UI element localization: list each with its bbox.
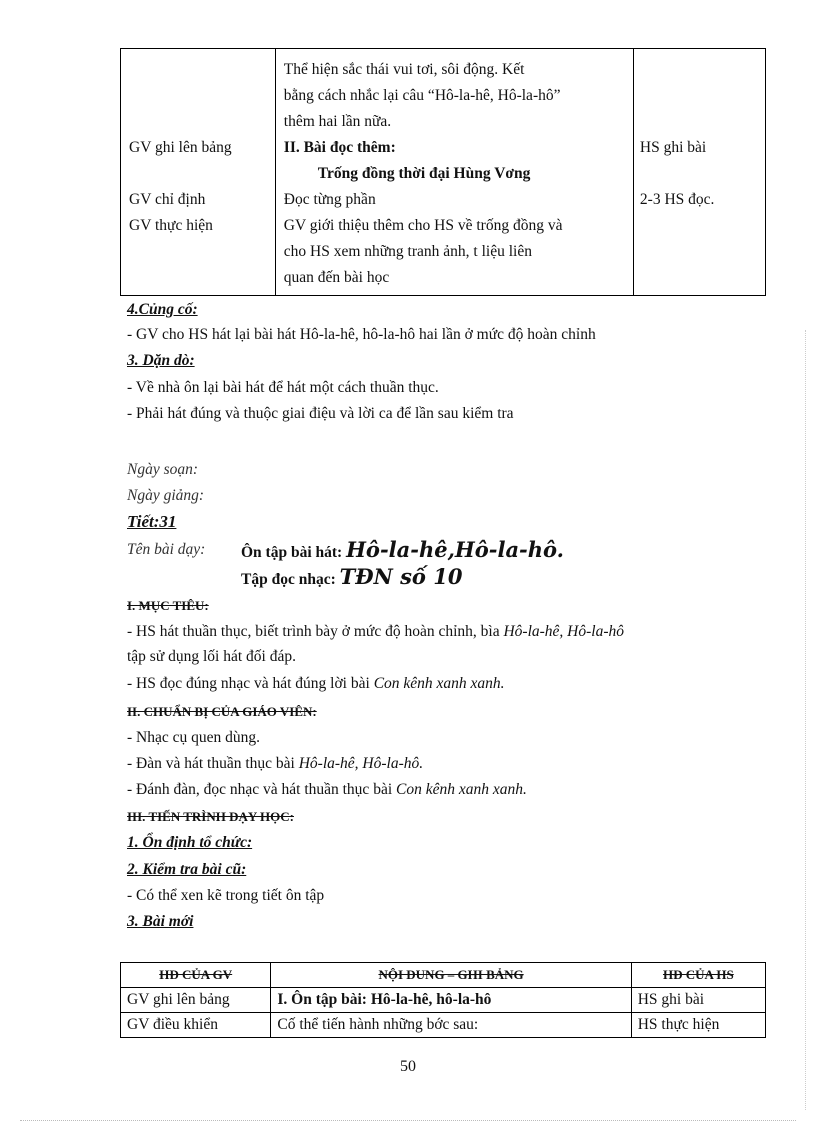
page-edge <box>20 1120 796 1121</box>
song-name: Hô-la-hê, Hô-la-hô <box>503 623 624 640</box>
teacher-activity-column <box>121 49 276 296</box>
muc-tieu-line: tập sử dụng lối hát đối đáp. <box>127 648 296 665</box>
on-tap-label: Ôn tập bài hát: <box>241 544 347 561</box>
cell: I. Ôn tập bài: Hô-la-hê, hô-la-hô <box>271 988 631 1013</box>
student-activity-column <box>633 49 765 296</box>
song-name: Hô-la-hê, Hô-la-hô. <box>298 755 424 772</box>
cung-co-line: - GV cho HS hát lại bài hát Hô-la-hê, hô-la-hô hai lần ở mức độ hoàn chỉnh <box>127 326 596 343</box>
cell <box>640 213 765 239</box>
cell: GV giới thiệu thêm cho HS về trống đồng và <box>283 217 563 234</box>
cell: thêm hai lần nữa. <box>283 113 392 130</box>
table-row <box>121 1013 766 1038</box>
tiet-number: Tiết:31 <box>127 512 177 531</box>
song-title: Hô-la-hê,Hô-la-hô. <box>346 537 564 562</box>
song-name: Con kênh xanh xanh. <box>396 781 527 798</box>
lesson-activity-table <box>120 962 766 1038</box>
cell: Đọc từng phần <box>283 191 376 208</box>
dan-do-heading: 3. Dặn dò: <box>127 352 195 369</box>
cell: Cố thể tiến hành những bớc sau: <box>271 1013 631 1038</box>
dan-do-line: - Về nhà ôn lại bài hát để hát một cách thuần thục. <box>127 379 439 396</box>
cell: quan đến bài học <box>283 269 390 286</box>
text: - Đánh đàn, đọc nhạc và hát thuần thục bài <box>127 781 397 798</box>
ngay-giang: Ngày giảng: <box>127 487 205 504</box>
cell: cho HS xem những tranh ảnh, t liệu liên <box>283 243 532 260</box>
page-edge-vertical <box>805 330 806 1110</box>
cell: HS thực hiện <box>631 1013 765 1038</box>
on-tap-line <box>241 536 564 564</box>
text: - HS hát thuần thục, biết trình bày ở mức độ hoàn chỉnh, bìa <box>127 623 504 640</box>
chuan-bi-line <box>127 778 527 802</box>
tap-doc-line <box>241 563 462 591</box>
cell <box>129 109 275 135</box>
kiem-tra-line: - Có thể xen kẽ trong tiết ôn tập <box>127 887 325 904</box>
on-dinh-heading: 1. Ổn định tổ chức: <box>127 834 253 851</box>
cell: GV điều khiển <box>121 1013 271 1038</box>
cell <box>129 161 275 187</box>
cung-co-heading: 4.Củng cố: <box>127 301 198 318</box>
cell: GV thực hiện <box>129 217 213 234</box>
text: - Đàn và hát thuần thục bài <box>127 755 299 772</box>
header-student: HĐ CỦA HS <box>631 963 765 988</box>
cell <box>129 83 275 109</box>
cell: bằng cách nhắc lại câu “Hô-la-hê, Hô-la-hô” <box>283 87 561 104</box>
cell: HS ghi bài <box>631 988 765 1013</box>
tdn-title: TĐN số 10 <box>339 564 463 589</box>
song-name: Con kênh xanh xanh. <box>373 675 505 692</box>
cell: HS ghi bài <box>639 139 707 156</box>
table-row <box>121 988 766 1013</box>
bai-moi-heading: 3. Bài mới <box>127 913 194 930</box>
cell: GV ghi lên bảng <box>129 139 232 156</box>
chuan-bi-heading: II. CHUẨN BỊ CỦA GIÁO VIÊN: <box>127 704 317 719</box>
cell <box>129 239 275 265</box>
cell-subheading: Trống đồng thời đại Hùng Vơng <box>317 165 531 182</box>
tien-trinh-heading: III. TIẾN TRÌNH DẠY HỌC: <box>127 809 294 824</box>
cell <box>640 109 765 135</box>
header-teacher: HĐ CỦA GV <box>121 963 271 988</box>
ten-bai-label: Tên bài dạy: <box>127 541 206 558</box>
text: - HS đọc đúng nhạc và hát đúng lời bài <box>127 675 374 692</box>
activity-table-continued <box>120 48 766 296</box>
muc-tieu-line <box>127 672 505 696</box>
cell: GV ghi lên bảng <box>121 988 271 1013</box>
tap-doc-label: Tập đọc nhạc: <box>241 571 340 588</box>
chuan-bi-line <box>127 752 423 776</box>
muc-tieu-heading: I. MỤC TIÊU: <box>127 598 209 613</box>
cell: Thể hiện sắc thái vui tơi, sôi động. Kết <box>283 61 525 78</box>
dan-do-line: - Phải hát đúng và thuộc giai điệu và lời ca để lần sau kiểm tra <box>127 405 514 422</box>
kiem-tra-heading: 2. Kiểm tra bài cũ: <box>127 861 247 878</box>
cell <box>640 265 765 291</box>
ngay-soan: Ngày soạn: <box>127 461 199 478</box>
muc-tieu-line <box>127 620 624 644</box>
table-header-row <box>121 963 766 988</box>
cell-heading: II. Bài đọc thêm: <box>283 139 396 156</box>
cell <box>129 57 275 83</box>
cell <box>129 265 275 291</box>
cell <box>640 161 765 187</box>
header-content: NỘI DUNG – GHI BẢNG <box>271 963 631 988</box>
cell: 2-3 HS đọc. <box>639 191 715 208</box>
content-column <box>275 49 633 296</box>
page-number: 50 <box>400 1058 416 1075</box>
chuan-bi-line: - Nhạc cụ quen dùng. <box>127 729 260 746</box>
cell: GV chỉ định <box>129 191 206 208</box>
cell <box>640 83 765 109</box>
cell <box>640 239 765 265</box>
cell <box>640 57 765 83</box>
